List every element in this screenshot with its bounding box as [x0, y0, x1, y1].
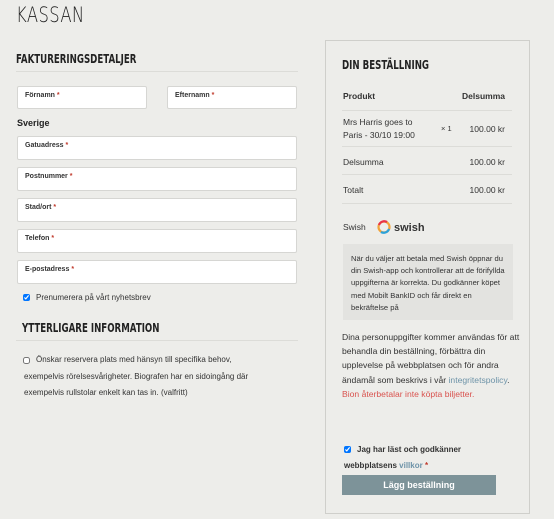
swish-description-panel [343, 244, 513, 320]
street-input[interactable] [24, 147, 290, 157]
col-header-subtotal: Delsumma [462, 91, 505, 101]
accessibility-checkbox[interactable] [23, 357, 30, 364]
order-divider [342, 203, 512, 204]
phone-input[interactable] [24, 240, 290, 250]
email-label: E-postadress * [25, 266, 75, 273]
additional-divider [16, 340, 298, 341]
accessibility-line2: exempelvis rörelsesvårigheter. Biografen har en sidoingång där [24, 372, 249, 381]
terms-checkbox[interactable] [344, 446, 351, 453]
last-name-label: Efternamn * [175, 92, 215, 99]
first-name-field[interactable] [17, 86, 147, 109]
street-label: Gatuadress * [25, 142, 69, 149]
phone-label: Telefon * [25, 235, 55, 242]
order-divider [342, 174, 512, 175]
privacy-notice: Dina personuppgifter kommer användas för att behandla din beställning, förbättra din upplevelse på webbplatsen och för andra ändamål som beskrivs i vår integritetspolicy. Bion återbetalar inte köpta biljetter. [342, 332, 520, 399]
street-field[interactable] [17, 136, 297, 160]
total-label: Totalt [343, 185, 364, 195]
page-title: KASSAN [16, 3, 85, 27]
city-label: Stad/ort * [25, 204, 57, 211]
total-value: 100.00 kr [469, 185, 505, 195]
accessibility-line3: exempelvis rullstolar enkelt kan tas in. (valfritt) [24, 388, 188, 397]
additional-section-title: YTTERLIGARE INFORMATION [22, 321, 160, 335]
last-name-field[interactable] [167, 86, 297, 109]
newsletter-checkbox[interactable] [23, 294, 30, 301]
terms-label: Jag har läst och godkänner [357, 445, 462, 454]
terms-label-line2: webbplatsens villkor * [344, 461, 429, 470]
order-item-name-line2: Paris - 30/10 19:00 [343, 130, 415, 140]
swish-logo-text: swish [394, 222, 425, 234]
city-field[interactable] [17, 198, 297, 222]
order-divider [342, 146, 512, 147]
refund-notice: Bion återbetalar inte köpta biljetter. [342, 388, 475, 399]
place-order-button[interactable]: Lägg beställning [342, 475, 496, 495]
accessibility-line1: Önskar reservera plats med hänsyn till specifika behov, [36, 355, 232, 364]
subtotal-label: Delsumma [343, 157, 384, 167]
order-divider [342, 110, 512, 111]
email-input[interactable] [24, 271, 290, 281]
privacy-policy-link[interactable]: integritetspolicy [448, 374, 508, 385]
order-item-price: 100.00 kr [469, 124, 505, 134]
billing-section-title: FAKTURERINGSDETALJER [16, 52, 137, 66]
order-summary-panel [325, 40, 530, 514]
first-name-input[interactable] [24, 96, 140, 106]
postcode-input[interactable] [24, 178, 290, 188]
terms-link[interactable]: villkor [399, 461, 423, 470]
phone-field[interactable] [17, 229, 297, 253]
email-field[interactable] [17, 260, 297, 284]
postcode-label: Postnummer * [25, 173, 73, 180]
newsletter-label: Prenumerera på vårt nyhetsbrev [36, 293, 151, 302]
last-name-input[interactable] [174, 96, 290, 106]
payment-method-swish[interactable]: Swish [343, 222, 366, 232]
city-input[interactable] [24, 209, 290, 219]
swish-logo [376, 218, 432, 236]
billing-divider [16, 71, 298, 72]
col-header-product: Produkt [343, 91, 376, 101]
order-section-title: DIN BESTÄLLNING [342, 58, 430, 72]
order-item-name-line1: Mrs Harris goes to [343, 117, 413, 127]
swish-description: När du väljer att betala med Swish öppnar du din Swish-app och kontrollerar att de förifyllda uppgifterna är korrekta. Du godkänner köpet med Mobilt BankID och får direkt en bekräftelse på [351, 254, 505, 312]
subtotal-value: 100.00 kr [469, 157, 505, 167]
order-item-qty: × 1 [441, 124, 452, 133]
country-value: Sverige [17, 118, 50, 128]
postcode-field[interactable] [17, 167, 297, 191]
first-name-label: Förnamn * [25, 92, 60, 99]
